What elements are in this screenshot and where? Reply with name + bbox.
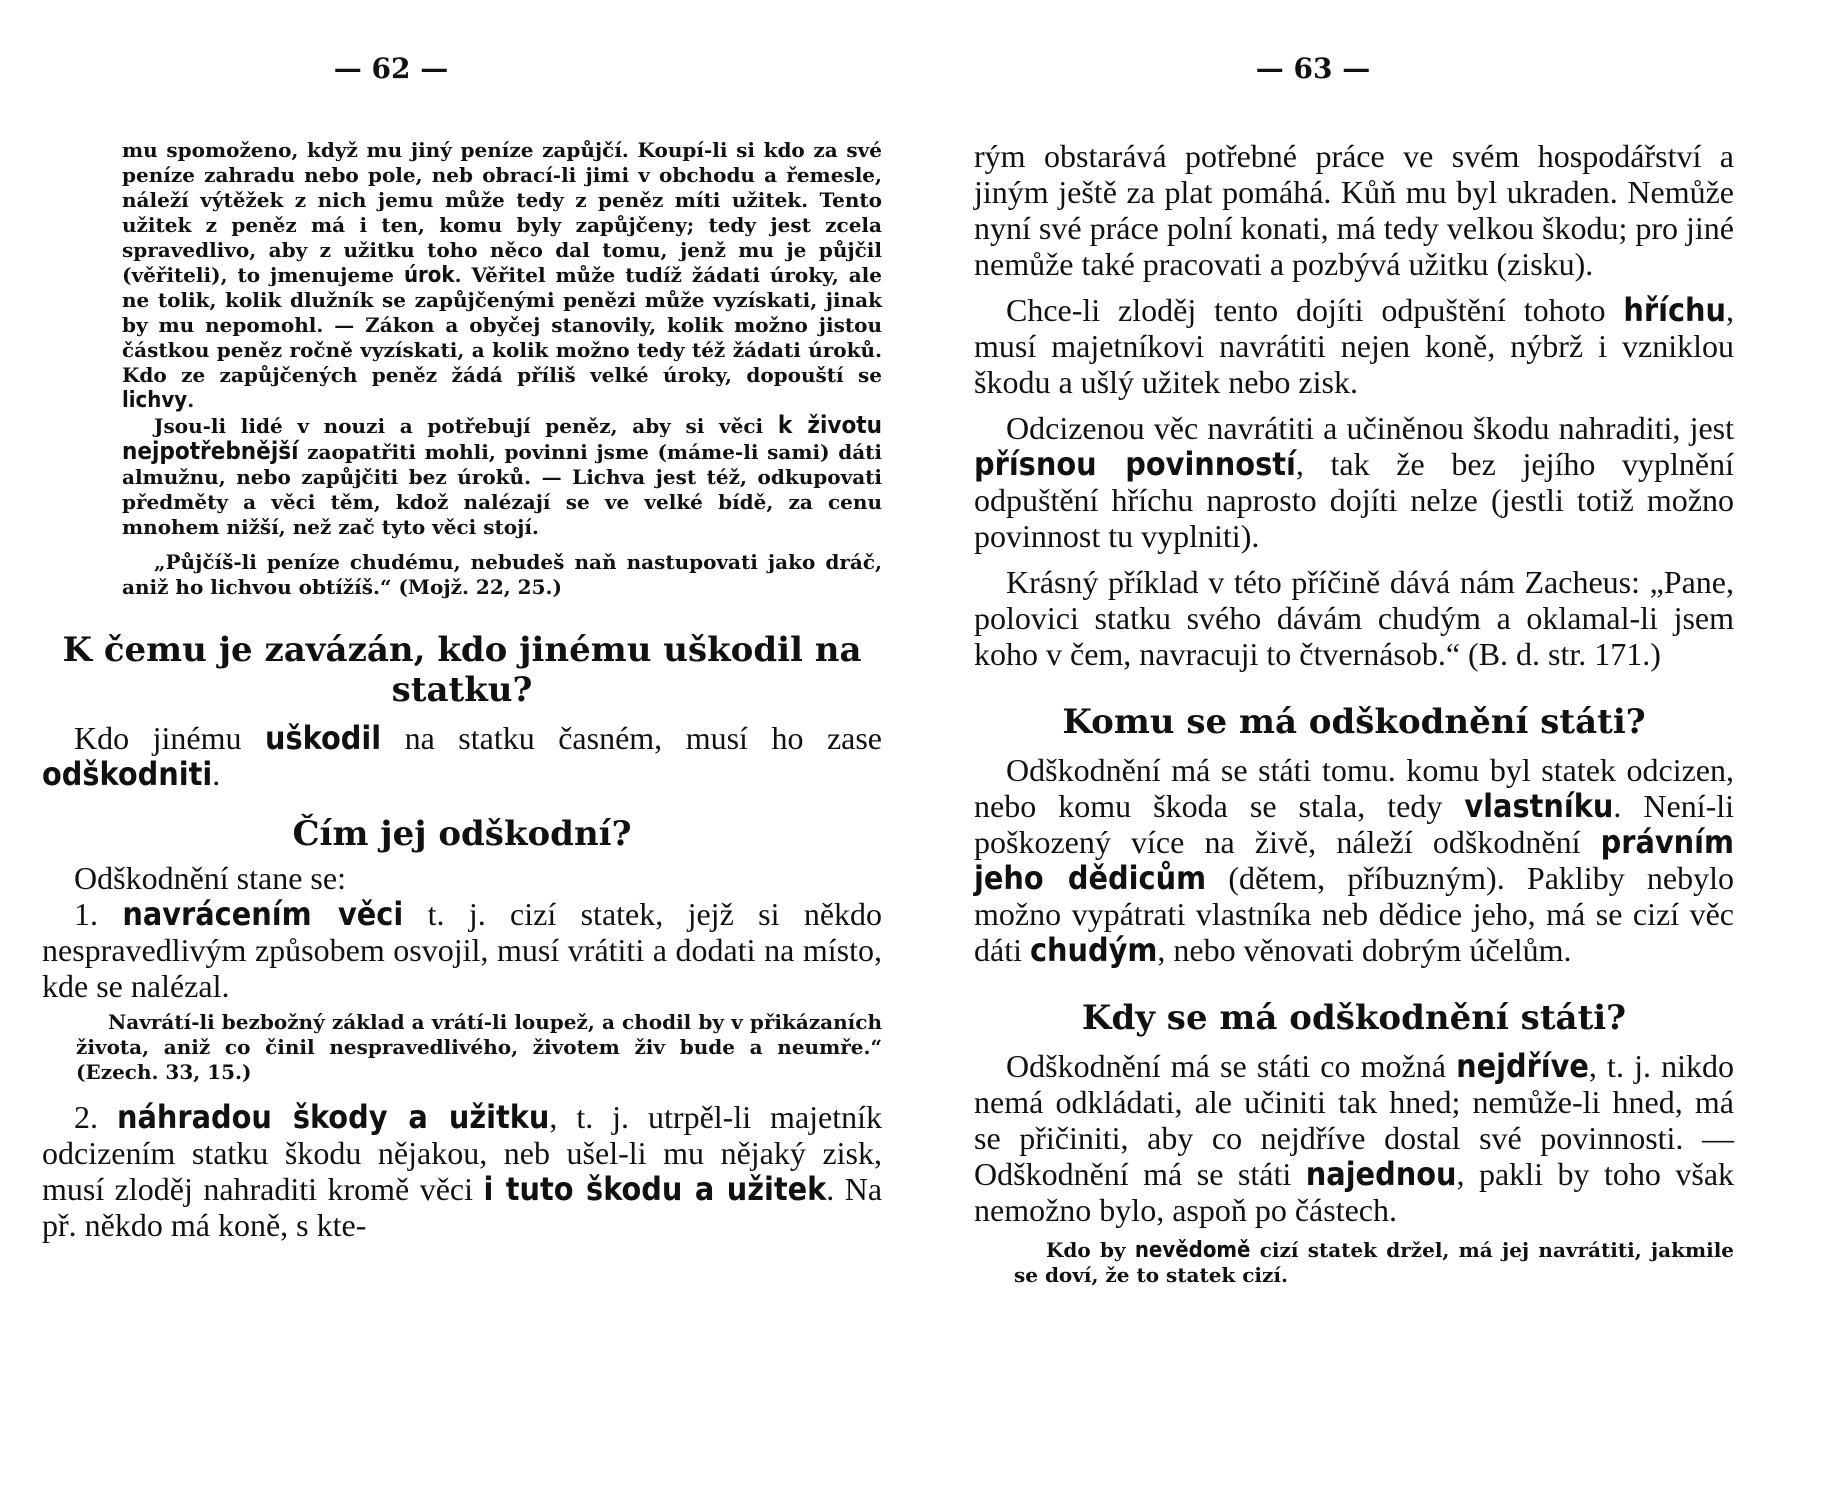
text: (dětem, příbuzným). Pakliby nebylo možno vypátrati vlastníka neb dědice jeho, má se cizí věc dáti bbox=[974, 860, 1735, 968]
text: cizí statek držel, má jej navrátiti, jakmile se doví, že to statek cizí. bbox=[1014, 1238, 1735, 1287]
text: t. j. cizí statek, jejž si někdo nespravedlivým způsobem osvojil, musí vrátiti a dodati na místo, kde se nalézal. bbox=[42, 896, 883, 1004]
scripture-quote-ezech: Navrátí-li bezbožný základ a vrátí-li loupež, a chodil by v přikázaních života, aniž co činil nespravedlivého, životem živ bude a neumře.“ (Ezech. 33, 15.) bbox=[76, 1010, 882, 1084]
bold-term-nevedome: nevědomě bbox=[1134, 1238, 1251, 1263]
bold-term-navracenim: navrácením věci bbox=[122, 895, 404, 933]
text: , t. j. utrpěl-li majetník odcizením statku škodu nějakou, neb ušel-li mu nějaký zisk, musí zloděj nahraditi kromě věci bbox=[42, 1099, 883, 1207]
paragraph-continuation: rým obstarává potřebné práce ve svém hospodářství a jiným ještě za plat pomáhá. Kůň mu byl ukraden. Nemůže nyní své práce polní konati, má tedy velkou škodu; pro jiné nemůže také pracovati a pozbývá užitku (zisku). bbox=[974, 138, 1734, 282]
text: Odškodnění má se státi co možná bbox=[1006, 1048, 1446, 1084]
page-number-right: — 63 — bbox=[1255, 52, 1371, 85]
text: zaopatřiti mohli, povinni jsme (máme-li sami) dáti almužnu, nebo zapůjčiti bez úroků. — Lichva jest též, odkupovati předměty a věci těm, kdož nalézají se ve velké bídě, za cenu mnohem nižší, než zač tyto věci stojí. bbox=[122, 440, 882, 539]
text: . Není-li poškozený více na živě, náleží odškodnění bbox=[974, 788, 1735, 860]
list-number: 1. bbox=[74, 896, 98, 932]
right-text-column bbox=[974, 138, 1734, 1288]
text: . Věřitel může tudíž žádati úroky, ale ne tolik, kolik dlužník se zapůjčenými penězi může vyzískati, jinak by mu nepomohl. — Zákon a obyčej stanovily, kolik možno jistou částkou peněz ročně vyzískati, a kolik možno tedy též žádati úroků. Kdo ze zapůjčených peněz žádá příliš velké úroky, dopouští se bbox=[122, 263, 883, 387]
bold-term-prisnou-povinnosti: přísnou povinností bbox=[974, 445, 1296, 483]
page-number-left: — 62 — bbox=[333, 52, 449, 85]
text: , t. j. nikdo nemá odkládati, ale učiniti tak hned; nemůže-li hned, má se přičiniti, aby co nejdříve dostal své povinnosti. — Odškodnění má se státi bbox=[974, 1048, 1735, 1192]
bold-term-uskodil: uškodil bbox=[265, 719, 382, 757]
bold-term-lichva: lichvy bbox=[122, 388, 188, 413]
text: Jsou-li lidé v nouzi a potřebují peněz, aby si věci bbox=[154, 414, 764, 438]
bold-term-vlastniku: vlastníku bbox=[1464, 787, 1614, 825]
bold-term-hrichu: hříchu bbox=[1623, 291, 1727, 329]
text: , nebo věnovati dobrým účelům. bbox=[1157, 932, 1572, 968]
text: Kdo jinému bbox=[74, 720, 242, 756]
list-item-2 bbox=[42, 1099, 882, 1243]
bold-term-odskodniti: odškodniti bbox=[42, 755, 213, 793]
text: , pakli by toho však nemožno bylo, aspoň po částech. bbox=[974, 1156, 1735, 1228]
bold-term-dedicum: právním jeho dědicům bbox=[974, 823, 1735, 897]
paragraph-thief bbox=[974, 292, 1734, 400]
list-item-1 bbox=[42, 896, 882, 1004]
bold-term-najednou: najednou bbox=[1305, 1155, 1457, 1193]
text: mu spomoženo, když mu jiný peníze zapůjčí. Koupí-li si kdo za své peníze zahradu nebo pole, neb obrací-li jimi v obchodu a řemesle, náleží výtěžek z nich jemu může tedy z peněz míti užitek. Tento užitek z peněz má i ten, komu byly zapůjčeny; tedy jest zcela spravedlivo, aby z užitku toho něco dal tomu, jenž mu je půjčil (věřiteli), to jmenujeme bbox=[122, 138, 882, 287]
text: na statku časném, musí ho zase bbox=[404, 720, 883, 756]
scripture-quote-mojz: „Půjčíš-li peníze chudému, nebudeš naň nastupovati jako dráč, aniž ho lichvou obtížíš.“ (Mojž. 22, 25.) bbox=[122, 550, 882, 599]
text: Chce-li zloděj tento dojíti odpuštění tohoto bbox=[1006, 292, 1606, 328]
text: Odcizenou věc navrátiti a učiněnou škodu nahraditi, jest bbox=[1006, 410, 1734, 446]
heading-kdy-odskodneni: Kdy se má odškodnění státi? bbox=[1081, 998, 1627, 1038]
text: , tak že bez jejího vyplnění odpuštění hříchu naprosto dojíti nelze (jestli totiž možno povinnost tu vyplniti). bbox=[974, 446, 1735, 554]
text: . Na př. někdo má koně, s kte- bbox=[42, 1171, 883, 1243]
text: . bbox=[187, 388, 195, 412]
text: Kdo by bbox=[1046, 1238, 1126, 1262]
bold-term-chudym: chudým bbox=[1029, 931, 1158, 969]
list-number: 2. bbox=[74, 1099, 98, 1135]
text: Odškodnění má se státi tomu. komu byl statek odcizen, nebo komu škoda se stala, tedy bbox=[974, 752, 1734, 824]
paragraph-duty bbox=[974, 410, 1734, 554]
paragraph-zacheus: Krásný příklad v této příčině dává nám Zacheus: „Pane, polovici statku svého dávám chudým a oklamal-li jsem koho v čem, navracuji to čtvernásob.“ (B. d. str. 171.) bbox=[974, 564, 1734, 672]
answer-intro: Odškodnění stane se: bbox=[74, 860, 346, 896]
answer-komu bbox=[974, 752, 1734, 968]
heading-k-cemu-zavazan: K čemu je zavázán, kdo jinému uškodil na statku? bbox=[62, 630, 862, 710]
text: . bbox=[212, 756, 221, 792]
answer-odskodniti bbox=[42, 720, 882, 792]
bold-term-urok: úrok bbox=[403, 263, 455, 288]
heading-cim-odskodni: Čím jej odškodní? bbox=[292, 814, 632, 854]
note-nevedome bbox=[1014, 1238, 1734, 1288]
answer-cim-odskodni bbox=[42, 860, 882, 1243]
paragraph-need bbox=[122, 413, 882, 540]
bold-term-nahradou: náhradou škody a užitku bbox=[116, 1098, 550, 1136]
paragraph-loans bbox=[122, 138, 882, 413]
left-text-column bbox=[42, 138, 883, 1243]
bold-term-life-needs: k životu nejpotřebnější bbox=[122, 411, 882, 465]
bold-term-tuto-skodu: i tuto škodu a užitek bbox=[483, 1170, 827, 1208]
heading-komu-odskodneni: Komu se má odškodnění státi? bbox=[1062, 702, 1646, 742]
text: , musí majetníkovi navrátiti nejen koně, nýbrž i vzniklou škodu a ušlý užitek nebo zisk. bbox=[974, 292, 1735, 400]
answer-kdy bbox=[974, 1048, 1734, 1228]
right-page bbox=[922, 0, 1844, 1500]
bold-term-nejdrive: nejdříve bbox=[1456, 1047, 1589, 1085]
